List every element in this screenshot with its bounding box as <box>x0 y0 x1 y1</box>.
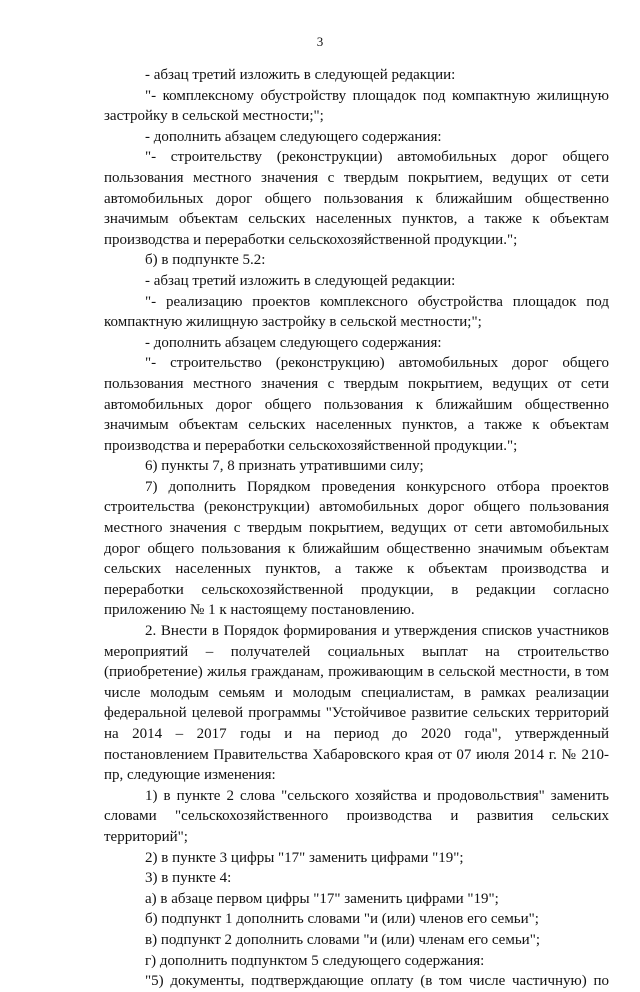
paragraph: - абзац третий изложить в следующей редакции: <box>145 272 456 289</box>
paragraph: "- строительству (реконструкции) автомобильных дорог общего пользования местного значения с твердым покрытием, ведущих от сети автомобильных дорог общего пользования к ближайшим общественно значимым объектам сельских населенных пунктов, а также к объектам производства и переработки сельскохозяйственной продукции."; <box>104 149 609 248</box>
paragraph: г) дополнить подпунктом 5 следующего содержания: <box>145 952 485 969</box>
paragraph: 2. Внести в Порядок формирования и утверждения списков участников мероприятий – получателей социальных выплат на строительство (приобретение) жилья гражданам, проживающим в сельской местности, в том числе молодым семьям и молодым специалистам, в рамках реализации федеральной целевой программы "Устойчивое развитие сельских территорий на 2014 – 2017 годы и на период до 2020 года", утвержденный постановлением Правительства Хабаровского края от 07 июля 2014 г. № 210-пр, следующие изменения: <box>104 623 609 784</box>
paragraph: - дополнить абзацем следующего содержания: <box>145 128 442 145</box>
paragraph: а) в абзаце первом цифры "17" заменить цифрами "19"; <box>145 890 499 907</box>
paragraph: б) подпункт 1 дополнить словами "и (или) членов его семьи"; <box>145 911 539 928</box>
paragraph: 1) в пункте 2 слова "сельского хозяйства и продовольствия" заменить словами "сельскохозяйственного производства и развития сельских территорий"; <box>104 787 609 845</box>
paragraph: "- строительство (реконструкцию) автомобильных дорог общего пользования местного значения с твердым покрытием, ведущих от сети автомобильных дорог общего пользования к ближайшим общественно значимым объектам сельских населенных пунктов, а также к объектам производства и переработки сельскохозяйственной продукции."; <box>104 355 609 454</box>
paragraph: 2) в пункте 3 цифры "17" заменить цифрами "19"; <box>145 849 464 866</box>
paragraph: "- комплексному обустройству площадок под компактную жилищную застройку в сельской местности;"; <box>104 87 609 125</box>
paragraph: 7) дополнить Порядком проведения конкурсного отбора проектов строительства (реконструкции) автомобильных дорог общего пользования местного значения с твердым покрытием, ведущих от сети автомобильных дорог общего пользования к ближайшим общественно значимым объектам сельских населенных пунктов, а также к объектам производства и переработки сельскохозяйственной продукции, в редакции согласно приложению № 1 к настоящему постановлению. <box>104 478 609 619</box>
paragraph: б) в подпункте 5.2: <box>145 252 266 269</box>
paragraph: "- реализацию проектов комплексного обустройства площадок под компактную жилищную застройку в сельской местности;"; <box>104 293 609 331</box>
paragraph: 6) пункты 7, 8 признать утратившими силу; <box>145 458 424 475</box>
paragraph: "5) документы, подтверждающие оплату (в том числе частичную) по <box>145 973 609 990</box>
page-number: 3 <box>316 34 324 49</box>
paragraph: - дополнить абзацем следующего содержания: <box>145 334 442 351</box>
paragraph: в) подпункт 2 дополнить словами "и (или) членам его семьи"; <box>145 931 540 948</box>
document-body <box>104 65 609 992</box>
paragraph: 3) в пункте 4: <box>145 870 232 887</box>
paragraph: - абзац третий изложить в следующей редакции: <box>145 67 456 83</box>
